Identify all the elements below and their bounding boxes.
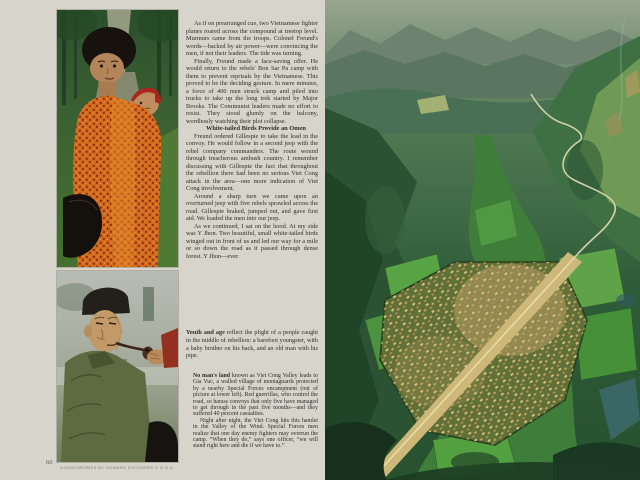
caption-lead: No man's land — [193, 373, 231, 379]
boy-with-baby-illustration — [57, 10, 178, 267]
aerial-valley-illustration — [325, 0, 640, 480]
photo-credit: KODACHROMES BY HOWARD SOCHUREK © N.G.S. — [60, 465, 175, 470]
caption-text: known as Viet Cong Valley leads to Gia Vuc, a walled village of montagnards protected by a nearby Special Forces encampment (out of picture at lower left). Red guerrillas, who control the road, so harass convoys that only five have managed to get through in the past five months—and they suffered 40 percent casualties. — [193, 373, 318, 418]
caption-lead: Youth and age — [186, 329, 225, 336]
article-paragraph: As if on prearranged cue, two Vietnamese fighter planes roared across the compound at treetop level. Murmurs came from the troops. Colonel Freund's words—backed by air power—were convincing the men, if not their leaders. The tide was turning. — [186, 20, 318, 57]
photo-boy-with-baby — [57, 10, 178, 267]
article-text-column — [186, 20, 318, 260]
caption-text: reflect the plight of a people caught in the middle of rebellion: a barefoot youngster, with a baby brother on his back, and an old man with his pipe. — [186, 329, 318, 360]
old-man-pipe-illustration — [57, 271, 178, 462]
article-paragraph: Finally, Freund made a face-saving offer. He would return to the rebels' Bon Sar Pa camp with them to prevent reprisals by the Vietnamese. This proved to be the deciding gesture. In mere minutes, a force of 400 men struck camp and piled into trucks to take up the long trek started by Major Brooks. The Communist leaders made no effort to resist. They stood glumly on the balcony, wordlessly watching their plot collapse. — [186, 57, 318, 125]
caption-youth-and-age — [186, 329, 318, 360]
page-number: 60 — [46, 459, 53, 466]
caption-text: Night after night, the Viet Cong hits this hamlet in the Valley of the Wind. Special Forces men realize that one day enemy fighters may overrun the camp. “When they do,” says one officer, “we will stand right here and die if we have to.” — [193, 417, 318, 450]
article-paragraph: Around a sharp turn we came upon an overturned jeep with five rebels sprawled across the road. Gillespie braked, jumped out, and gave first aid. We loaded the men into our jeep. — [186, 192, 318, 222]
photo-aerial-viet-cong-valley — [325, 0, 640, 480]
article-paragraph: Freund ordered Gillespie to take the lead in the convoy. He would follow in a second jeep with the rebel company commanders. The route wound through treacherous ambush country. I remember discussing with Gillespie the fact that throughout the rebellion there had been no serious Viet Cong attack in the area—one more indication of Viet Cong involvement. — [186, 132, 318, 192]
caption-no-mans-land — [193, 373, 318, 450]
article-paragraph: As we continued, I sat on the hood. At my side was Y Jhon. Two beautiful, small white-tailed birds winged out in front of us and led our way for a mile or so down the road as it passed through dense forest. Y Jhon—ever — [186, 222, 318, 260]
section-heading: White-tailed Birds Provide an Omen — [205, 125, 306, 132]
photo-old-man-pipe — [57, 271, 178, 462]
